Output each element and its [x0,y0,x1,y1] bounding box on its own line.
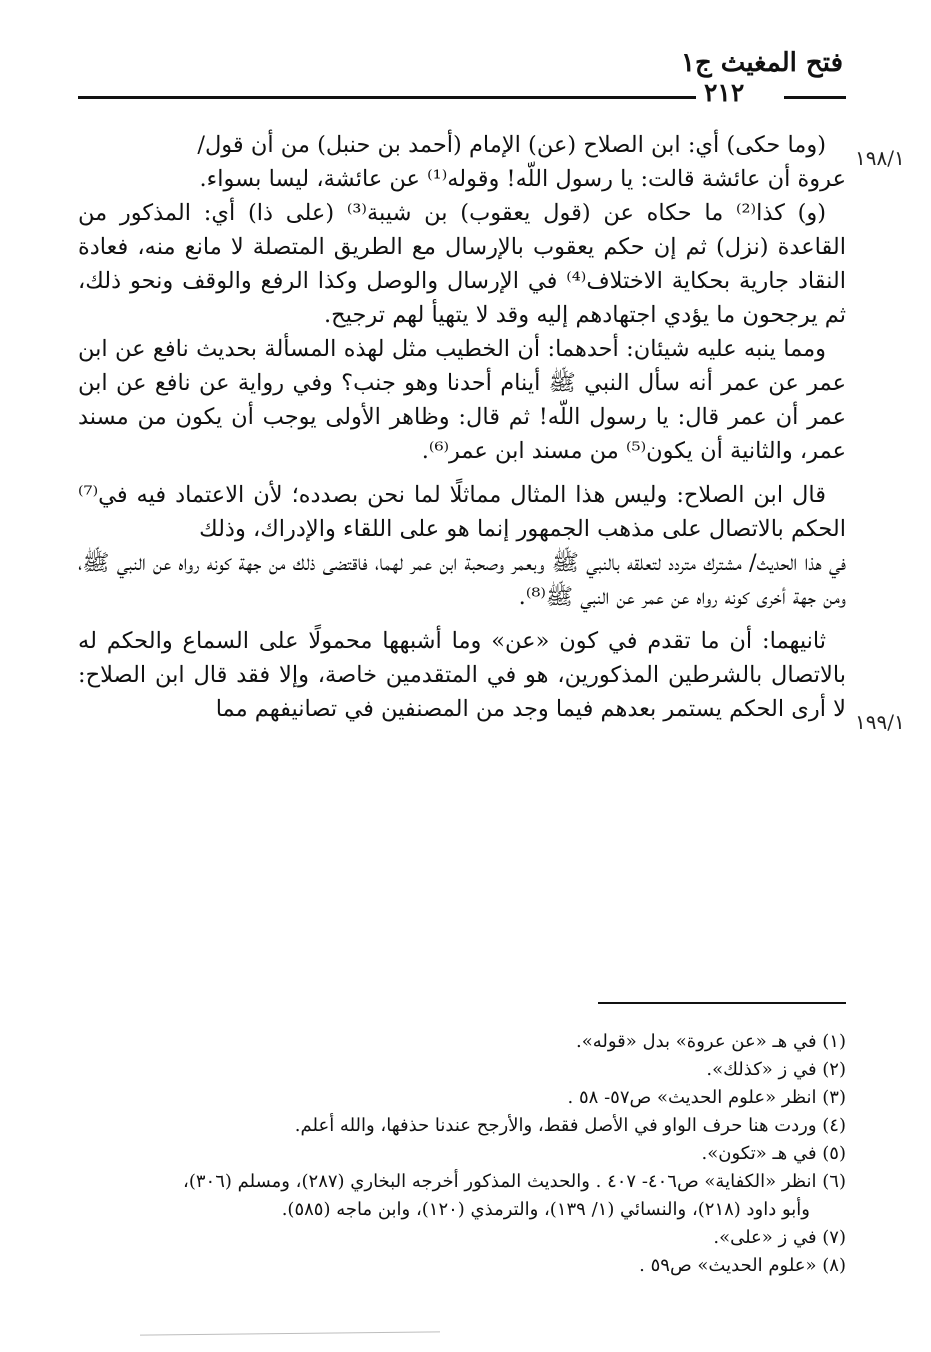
paragraph-1-line-2: عروة أن عائشة قالت: يا رسول اللّه! وقوله⁽¹⁾ عن عائشة، ليسا بسواء. [199,166,846,192]
footnote-rule [598,1002,846,1004]
footnote-5: (٥) في هـ «تكون». [701,1143,846,1164]
paragraph-1-line-1: (وما حكى) أي: ابن الصلاح (عن) الإمام (أحمد بن حنبل) من أن قول/ [197,132,826,158]
paragraph-2: (و) كذا⁽²⁾ ما حكاه عن (قول يعقوب) بن شيبة⁽³⁾ (على ذا) أي: المذكور من القاعدة (نزل) ثم إن حكم يعقوب بالإرسال مع الطريق المتصلة لا مانع منه، فعادة النقاد جارية بحكاية الاختلاف⁽⁴⁾ في الإرسال والوصل وكذا الرفع والوقف ونحو ذلك، ثم يرجحون ما يؤدي اجتهادهم إليه وقد لا يتهيأ لهم ترجيح. [78,200,847,328]
margin-reference-2: ١٩٩/١ [855,710,905,734]
header-rule-left [78,96,696,99]
footnotes [78,1028,846,1280]
paragraph-4-part-2: في هذا الحديث/ مشترك متردد لتعلقه بالنبي ﷺ وبعمر وصحبة ابن عمر لهما، فاقتضى ذلك من جهة كونه رواه عن النبي ﷺ، ومن جهة أخرى كونه رواه عن عمر عن النبي ﷺ⁽⁸⁾. [78,550,846,610]
paragraph-4-part-1: قال ابن الصلاح: وليس هذا المثال مماثلًا لما نحن بصدده؛ لأن الاعتماد فيه في⁽⁷⁾ الحكم بالاتصال على مذهب الجمهور إنما هو على اللقاء والإدراك، وذلك [78,482,846,542]
paragraph-3: ومما ينبه عليه شيئان: أحدهما: أن الخطيب مثل لهذه المسألة بحديث نافع عن ابن عمر عن عمر أنه سأل النبي ﷺ أينام أحدنا وهو جنب؟ وفي رواية عن نافع عن ابن عمر أن عمر قال: يا رسول اللّه! ثم قال: وظاهر الأولى يوجب أن يكون من مسند عمر، والثانية أن يكون⁽⁵⁾ من مسند ابن عمر⁽⁶⁾. [78,336,846,464]
footnote-6: (٦) انظر «الكفاية» ص٤٠٦- ٤٠٧ . والحديث المذكور أخرجه البخاري (٢٨٧)، ومسلم (٣٠٦)، [183,1171,846,1192]
footnote-3: (٣) انظر «علوم الحديث» ص٥٧- ٥٨ . [567,1087,846,1108]
scan-artifact-line [140,1331,440,1335]
running-head-title: فتح المغيث ج١ [680,48,843,78]
footnote-6-continued: وأبو داود (٢١٨)، والنسائي (١/ ١٣٩)، والترمذي (١٢٠)، وابن ماجه (٥٨٥). [281,1199,810,1220]
footnote-7: (٧) في ز «على». [713,1227,846,1248]
paragraph-5: ثانيهما: أن ما تقدم في كون «عن» وما أشبهها محمولًا على السماع والحكم له بالاتصال بالشرطين المذكورين، هو في المتقدمين خاصة، وإلا فقد قال ابن الصلاح: لا أرى الحكم يستمر بعدهم فيما وجد من المصنفين في تصانيفهم مما [78,628,846,722]
footnote-2: (٢) في ز «كذلك». [706,1059,846,1080]
main-text [78,128,846,726]
footnote-4: (٤) وردت هنا حرف الواو في الأصل فقط، والأرجح عندنا حذفها، والله أعلم. [294,1115,846,1136]
footnote-1: (١) في هـ «عن عروة» بدل «قوله». [575,1031,846,1052]
margin-reference-1: ١٩٨/١ [855,146,905,170]
page-number: ٢١٢ [704,78,745,107]
footnote-8: (٨) «علوم الحديث» ص٥٩ . [639,1255,846,1276]
header-rule-right [784,96,846,99]
